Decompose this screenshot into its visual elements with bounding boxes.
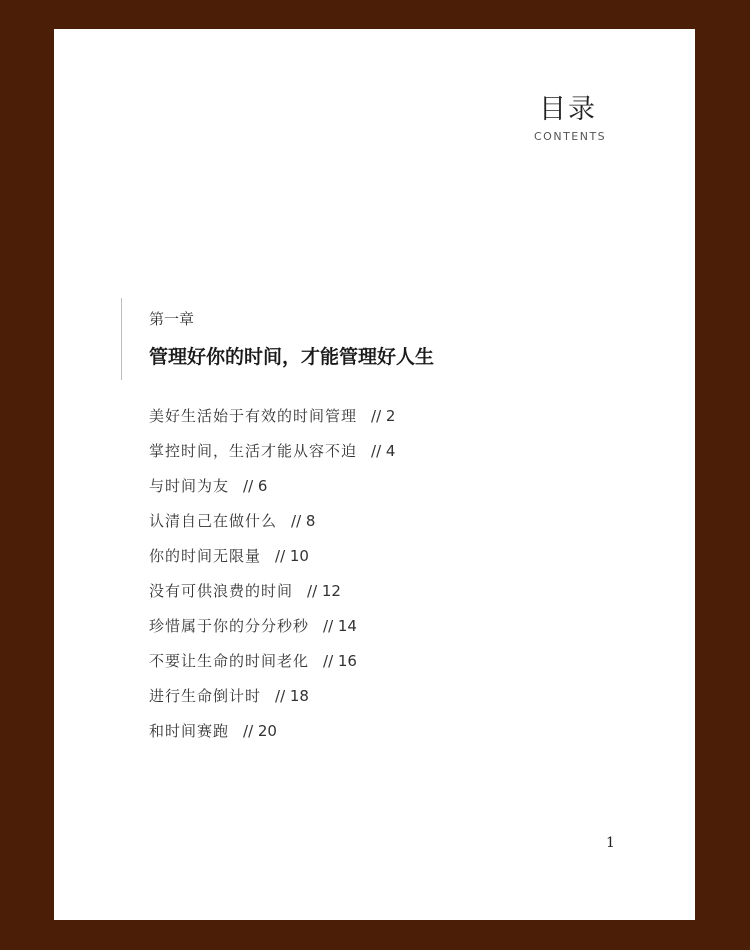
toc-entry[interactable]	[149, 650, 395, 685]
toc-entry-title: 认清自己在做什么	[149, 512, 278, 530]
toc-entry-title: 和时间赛跑	[149, 722, 230, 740]
toc-entry-title: 掌控时间，生活才能从容不迫	[149, 442, 358, 460]
toc-entry[interactable]	[149, 580, 395, 615]
toc-entry-title: 进行生命倒计时	[149, 687, 262, 705]
toc-entry[interactable]	[149, 545, 395, 580]
toc-entry[interactable]	[149, 440, 395, 475]
toc-entry-title: 没有可供浪费的时间	[149, 582, 294, 600]
toc-entry[interactable]	[149, 475, 395, 510]
toc-entry[interactable]	[149, 615, 395, 650]
book-page	[54, 29, 695, 920]
toc-entry-page-ref: // 6	[243, 477, 268, 495]
toc-entry[interactable]	[149, 685, 395, 720]
toc-entry[interactable]	[149, 405, 395, 440]
toc-entry-page-ref: // 4	[371, 442, 396, 460]
toc-entry-page-ref: // 2	[371, 407, 396, 425]
toc-entry-list	[149, 405, 395, 755]
toc-entry-title: 美好生活始于有效的时间管理	[149, 407, 358, 425]
toc-entry-page-ref: // 14	[323, 617, 357, 635]
chapter-divider-bar	[121, 298, 122, 380]
toc-entry-page-ref: // 10	[275, 547, 309, 565]
toc-entry[interactable]	[149, 720, 395, 755]
toc-entry-title: 珍惜属于你的分分秒秒	[149, 617, 310, 635]
page-number: 1	[606, 835, 615, 851]
toc-entry-page-ref: // 12	[307, 582, 341, 600]
toc-entry-page-ref: // 20	[243, 722, 277, 740]
toc-subtitle: CONTENTS	[534, 130, 607, 143]
chapter-label: 第一章	[149, 310, 195, 328]
toc-entry-title: 你的时间无限量	[149, 547, 262, 565]
toc-entry-title: 不要让生命的时间老化	[149, 652, 310, 670]
toc-entry-page-ref: // 16	[323, 652, 357, 670]
toc-entry[interactable]	[149, 510, 395, 545]
toc-entry-page-ref: // 18	[275, 687, 309, 705]
toc-title: 目录	[539, 94, 597, 125]
chapter-title: 管理好你的时间，才能管理好人生	[149, 346, 435, 368]
toc-entry-page-ref: // 8	[291, 512, 316, 530]
toc-entry-title: 与时间为友	[149, 477, 230, 495]
